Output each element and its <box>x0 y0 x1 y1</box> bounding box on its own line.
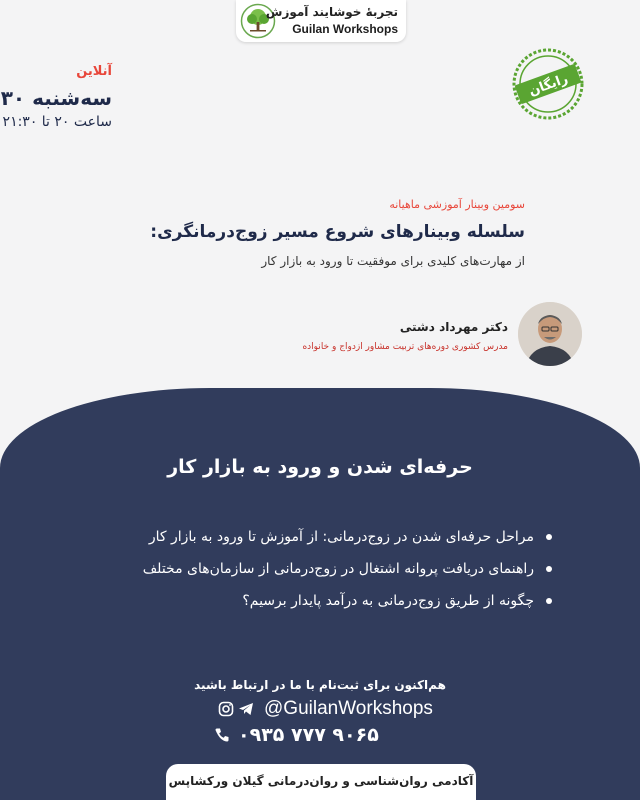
social-handle[interactable]: @GuilanWorkshops <box>264 698 433 719</box>
event-date: سه‌شنبه ۳۰ <box>0 86 112 110</box>
brand-logo <box>236 0 406 42</box>
footer-text: آکادمی روان‌شناسی و روان‌درمانی گیلان ورکشاپس <box>168 774 474 788</box>
footer <box>166 764 476 800</box>
brand-name-fa: تجربهٔ خوشایند آموزش <box>265 5 398 19</box>
event-time: ساعت ۲۰ تا ۲۱:۳۰ <box>2 114 112 130</box>
contact-phone-row <box>214 724 379 746</box>
series-title: سلسله وبینارهای شروع مسیر زوج‌درمانگری: <box>150 222 525 242</box>
contact-handle-row <box>218 698 433 720</box>
phone-icon <box>214 727 230 743</box>
brand-name-en: Guilan Workshops <box>292 22 398 36</box>
phone-number[interactable]: ۰۹۳۵ ۷۷۷ ۹۰۶۵ <box>238 724 379 746</box>
list-item: چگونه از طریق زوج‌درمانی به درآمد پایدار برسیم؟ <box>143 590 552 612</box>
speaker-name: دکتر مهرداد دشتی <box>399 320 508 334</box>
series-subtitle: سومین وبینار آموزشی ماهیانه <box>389 198 525 211</box>
list-item: راهنمای دریافت پروانه اشتغال در زوج‌درمانی از سازمان‌های مختلف <box>143 558 552 580</box>
topic-title: حرفه‌ای شدن و ورود به بازار کار <box>167 456 473 478</box>
free-badge-label: رایگان <box>526 71 571 100</box>
series-description: از مهارت‌های کلیدی برای موفقیت تا ورود به بازار کار <box>261 254 525 268</box>
instagram-icon <box>218 701 234 717</box>
speaker-role: مدرس کشوری دوره‌های تربیت مشاور ازدواج و خانواده <box>302 342 508 352</box>
topic-bullet-list <box>143 526 552 622</box>
speaker-avatar <box>518 302 582 366</box>
list-item: مراحل حرفه‌ای شدن در زوج‌درمانی: از آموزش تا ورود به بازار کار <box>143 526 552 548</box>
contact-cta: هم‌اکنون برای ثبت‌نام با ما در ارتباط باشید <box>194 678 446 692</box>
free-badge <box>510 46 586 122</box>
telegram-icon <box>238 701 254 717</box>
event-mode: آنلاین <box>76 64 112 79</box>
